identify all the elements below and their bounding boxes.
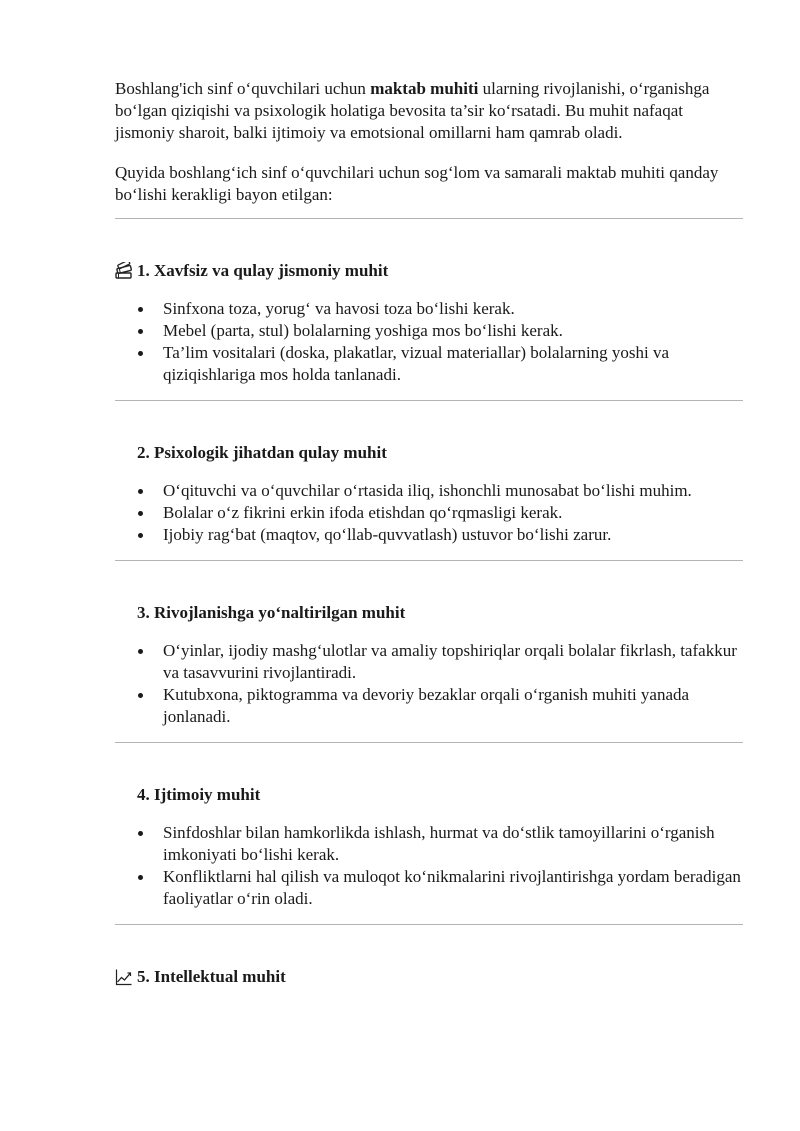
document-page <box>115 78 743 1004</box>
list-item: Ijobiy rag‘bat (maqtov, qo‘llab-quvvatlash) ustuvor bo‘lishi zarur. <box>163 524 743 546</box>
bullet-list <box>115 822 743 910</box>
bullet-list <box>115 298 743 386</box>
section-physical-environment <box>115 219 743 386</box>
section-title <box>115 260 743 282</box>
intro-paragraph <box>115 78 743 144</box>
list-item: Konfliktlarni hal qilish va muloqot ko‘nikmalarini rivojlantirishga yordam beradigan faoliyatlar o‘rin oladi. <box>163 866 743 910</box>
bullet-list <box>115 480 743 546</box>
section-psychological-environment <box>115 401 743 546</box>
section-developmental-environment <box>115 561 743 728</box>
section-title <box>115 784 743 806</box>
section-title <box>115 442 743 464</box>
list-item: O‘qituvchi va o‘quvchilar o‘rtasida iliq, ishonchli munosabat bo‘lishi muhim. <box>163 480 743 502</box>
books-icon <box>115 262 133 280</box>
blank-emoji-icon <box>115 786 133 804</box>
list-item: Sinfxona toza, yorug‘ va havosi toza bo‘lishi kerak. <box>163 298 743 320</box>
list-item: Ta’lim vositalari (doska, plakatlar, vizual materiallar) bolalarning yoshi va qiziqishlariga mos holda tanlanadi. <box>163 342 743 386</box>
blank-emoji-icon <box>115 444 133 462</box>
bullet-list <box>115 640 743 728</box>
intro-bold-term: maktab muhiti <box>370 79 479 98</box>
section-title-text: 1. Xavfsiz va qulay jismoniy muhit <box>137 261 389 280</box>
section-intellectual-environment <box>115 925 743 988</box>
section-title-text: 2. Psixologik jihatdan qulay muhit <box>137 443 387 462</box>
list-item: Mebel (parta, stul) bolalarning yoshiga mos bo‘lishi kerak. <box>163 320 743 342</box>
section-title-text: 3. Rivojlanishga yo‘naltirilgan muhit <box>137 603 406 622</box>
section-title <box>115 966 743 988</box>
section-social-environment <box>115 743 743 910</box>
blank-emoji-icon <box>115 604 133 622</box>
intro-lead-paragraph: Quyida boshlang‘ich sinf o‘quvchilari uchun sog‘lom va samarali maktab muhiti qanday bo‘lishi kerakligi bayon etilgan: <box>115 163 719 204</box>
section-title <box>115 602 743 624</box>
chart-increasing-icon <box>115 968 133 986</box>
section-title-text: 4. Ijtimoiy muhit <box>137 785 261 804</box>
list-item: Kutubxona, piktogramma va devoriy bezaklar orqali o‘rganish muhiti yanada jonlanadi. <box>163 684 743 728</box>
intro-text-end: ularning rivojlanishi, o‘rganishga bo‘lgan qiziqishi va psixologik holatiga bevosita ta’sir ko‘rsatadi. Bu muhit nafaqat jismoniy sharoit, balki ijtimoiy va emotsional omillarni ham qamrab oladi. <box>115 79 710 142</box>
list-item: Sinfdoshlar bilan hamkorlikda ishlash, hurmat va do‘stlik tamoyillarini o‘rganish imkoniyati bo‘lishi kerak. <box>163 822 743 866</box>
intro-text-start: Boshlang'ich sinf o‘quvchilari uchun <box>115 79 371 98</box>
list-item: Bolalar o‘z fikrini erkin ifoda etishdan qo‘rqmasligi kerak. <box>163 502 743 524</box>
section-title-text: 5. Intellektual muhit <box>137 967 286 986</box>
list-item: O‘yinlar, ijodiy mashg‘ulotlar va amaliy topshiriqlar orqali bolalar fikrlash, tafakkur va tasavvurini rivojlantiradi. <box>163 640 743 684</box>
